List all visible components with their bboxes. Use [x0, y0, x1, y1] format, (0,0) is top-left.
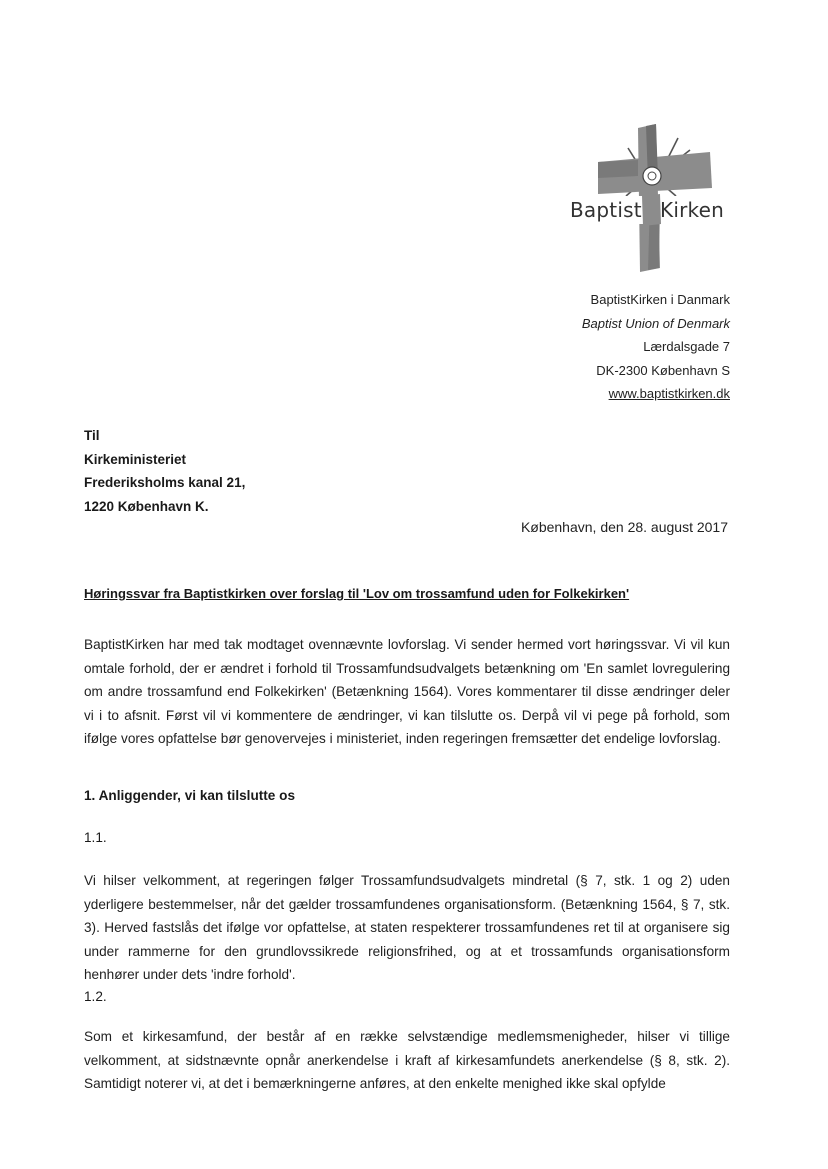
section-number-1-2: 1.2. — [84, 989, 107, 1004]
letter-subject: Høringssvar fra Baptistkirken over forslag til 'Lov om trossamfund uden for Folkekirken' — [84, 586, 630, 601]
sender-name-english: Baptist Union of Denmark — [581, 315, 730, 331]
letter-date: København, den 28. august 2017 — [520, 519, 728, 535]
section-number-1-1: 1.1. — [84, 830, 107, 845]
sender-city: DK-2300 København S — [596, 362, 730, 378]
logo-word-kirken: Kirken — [660, 198, 724, 222]
sender-street: Lærdalsgade 7 — [643, 339, 730, 354]
sender-address — [582, 288, 730, 406]
recipient-to: Til — [84, 428, 100, 443]
baptistkirken-logo — [568, 118, 738, 274]
recipient-org: Kirkeministeriet — [84, 451, 187, 467]
recipient-city: 1220 København K. — [84, 498, 209, 514]
paragraph-1-1: Vi hilser velkomment, at regeringen følger Trossamfundsudvalgets mindretal (§ 7, stk. 1 og 2) uden yderligere bestemmelser, når det gælder trossamfundenes organisationsform. (Betænkning 1564, § 7, stk. 3). Herved fastslås det ifølge vor opfattelse, at staten respekterer trossamfundenes ret til at organisere sig under rammerne for den grundlovssikrede religionsfrihed, og at et trossamfunds organisationsform henhører under dets 'indre forhold'. — [84, 873, 730, 983]
paragraph-intro: BaptistKirken har med tak modtaget ovennævnte lovforslag. Vi sender hermed vort høringssvar. Vi vil kun omtale forhold, der er ændret i forhold til Trossamfundsudvalgets betænkning om 'En samlet lovregulering om andre trossamfund end Folkekirken' (Betænkning 1564). Vores kommentarer til disse ændringer deler vi i to afsnit. Først vil vi kommentere de ændringer, vi kan tilslutte os. Derpå vil vi pege på forhold, som ifølge vores opfattelse bør genovervejes i ministeriet, inden regeringen fremsætter det endelige lovforslag. — [84, 637, 730, 747]
cross-logo-icon — [568, 118, 738, 274]
recipient-street: Frederiksholms kanal 21, — [84, 475, 246, 490]
recipient-address — [84, 424, 245, 518]
section-heading-1: 1. Anliggender, vi kan tilslutte os — [84, 788, 296, 803]
sender-website-link[interactable]: www.baptistkirken.dk — [608, 386, 730, 401]
sender-name: BaptistKirken i Danmark — [590, 292, 730, 307]
paragraph-1-2: Som et kirkesamfund, der består af en række selvstændige medlemsmenigheder, hilser vi tillige velkomment, at sidstnævnte opnår anerkendelse i kraft af kirkesamfundets anerkendelse (§ 8, stk. 2). Samtidigt noterer vi, at det i bemærkningerne anføres, at den enkelte menighed ikke skal opfylde — [84, 1029, 730, 1092]
logo-word-baptist: Baptist — [570, 198, 642, 222]
